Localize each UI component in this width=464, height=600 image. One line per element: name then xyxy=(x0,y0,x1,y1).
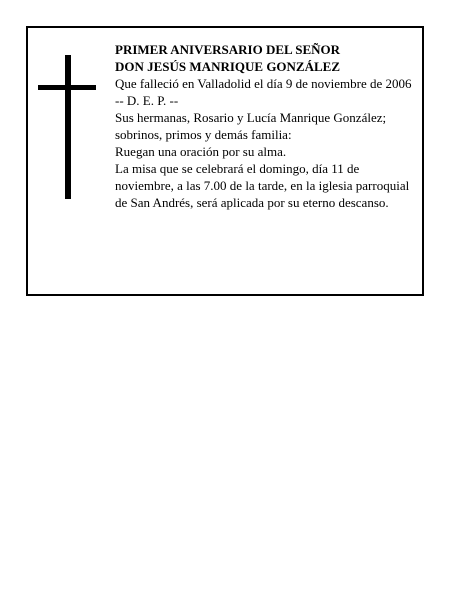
death-announcement: Que falleció en Valladolid el día 9 de noviembre de 2006 xyxy=(115,76,412,91)
cross-icon xyxy=(38,55,96,199)
cross-horizontal-bar xyxy=(38,85,96,90)
rest-in-peace-line: -- D. E. P. -- xyxy=(115,93,179,108)
family-line: Sus hermanas, Rosario y Lucía Manrique González; sobrinos, primos y demás familia: xyxy=(115,110,387,142)
notice-title-line-2: DON JESÚS MANRIQUE GONZÁLEZ xyxy=(115,59,341,74)
cross-vertical-bar xyxy=(65,55,71,199)
mass-details: La misa que se celebrará el domingo, día 11 de noviembre, a las 7.00 de la tarde, en la iglesia parroquial de San Andrés, será aplicada por su eterno descanso. xyxy=(115,161,410,210)
notice-title-line-1: PRIMER ANIVERSARIO DEL SEÑOR xyxy=(115,42,341,57)
obituary-notice xyxy=(26,26,424,296)
notice-text-block xyxy=(115,41,413,211)
prayer-request: Ruegan una oración por su alma. xyxy=(115,144,287,159)
